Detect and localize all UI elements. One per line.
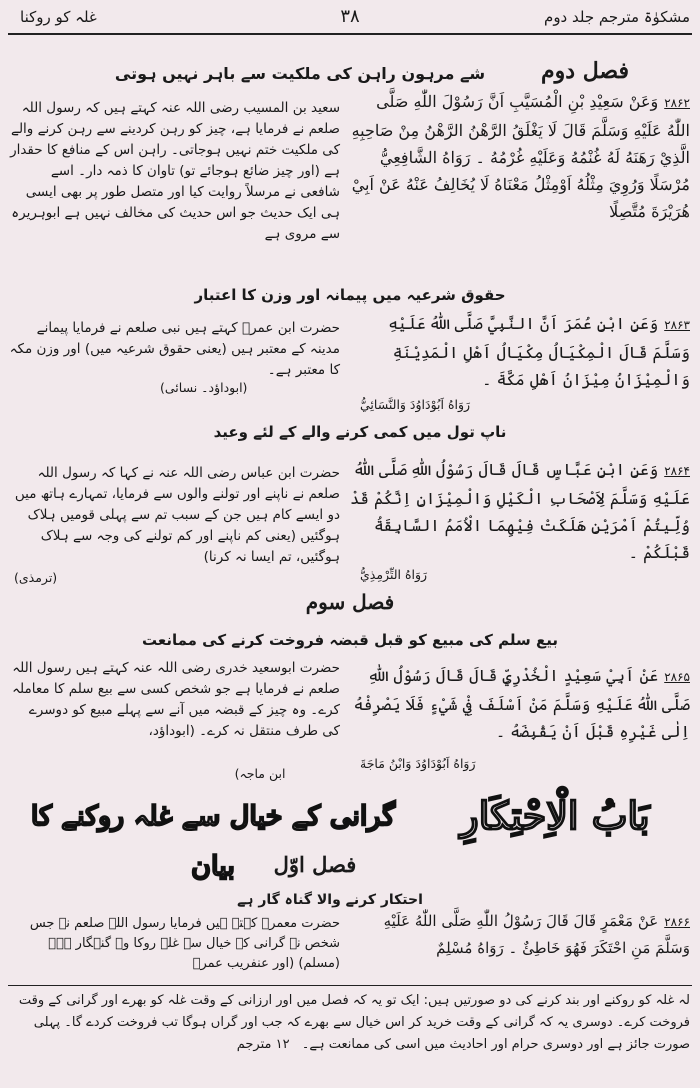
header-rule [8,33,692,35]
section-fasl-som: فصل سوم [305,590,395,614]
hadith-2862-urdu: سعید بن المسیب رضی اللہ عنہ کہتے ہیں کہ رسول اللہ صلعم نے فرمایا ہے، چیز کو رہن کردینے سے رہن کرنے والے کی ملکیت ختم نہیں ہوجاتی۔ راہن اس کے منافع کا حقدار ہے (اور چیز ضائع ہوجائے تو) تاوان کا ذمہ دار۔ اسے شافعی نے مرسلاً روایت کیا اور متصل طور پر بھی ایسی ہی ایک حدیث جو اس حدیث کی مخالف نہیں ہے ابوہریرہ سے مروی ہے [10,100,340,242]
footnote-rule [8,985,692,986]
page-number: ۳۸ [340,6,360,27]
hadith-number: ۲۸۶۲ [664,96,690,110]
chapter-title: غلہ کو روکنا [20,8,97,26]
hadith-2865-arabic [350,662,690,745]
bab-title-arabic: بَابُ الْاِحْتِکَارِ [460,793,650,838]
hadith-number: ۲۸۶۶ [664,915,690,929]
hadith-2863-urdu: حضرت ابن عمرؓ کہتے ہیں نبی صلعم نے فرمایا پیمانے مدینہ کے معتبر ہیں (یعنی حقوق شرعیہ میں) اور وزن مکہ کا معتبر ہے۔ [9,320,340,378]
hadith-arabic-text: وَعَنِ ابْنِ عُمَرَ اَنَّ النَّبِيَّ صَلَّى اللّٰهُ عَلَيْهِ وَسَلَّمَ قَالَ الْمِكْيَالُ مِكْيَالُ اَهْلِ الْمَدِيْنَةِ وَالْمِيْزَانُ مِيْزَانُ اَهْلِ مَكَّةَ ۔ [388,314,690,389]
section-fasl-awwal: فصل اوّل [273,852,357,877]
heading-kail-wazn: حقوق شرعیہ میں پیمانہ اور وزن کا اعتبار [194,286,506,304]
hadith-2866-arabic [350,908,690,961]
hadith-2866-urdu: حضرت معمرؓ کہتے ہیں فرمایا رسول اللہ صلعم نے جس شخص نے گرانی کے خیال سے غلہ روکا وہ گنہگار ہے۔ (مسلم) (اور عنفریب عمرؓ [29,916,340,971]
hadith-2864-source-ar: رَوَاهُ التِّرْمِذِيُّ [360,567,428,582]
hadith-2865-source-ar: رَوَاهُ اَبُوْدَاوُدَ وَابْنُ مَاجَةَ [360,756,476,771]
hadith-number: ۲۸۶۴ [664,464,690,478]
hadith-number: ۲۸۶۵ [664,670,690,684]
hadith-2864-urdu: حضرت ابن عباس رضی اللہ عنہ نے کہا کہ رسول اللہ صلعم نے ناپنے اور تولنے والوں سے فرمایا، تمہارے ہاتھ میں دو ایسے کام ہیں جن کے سبب تم سے پہلی قومیں ہلاک ہوگئیں (یعنی کم ناپنے اور کم تولنے کی وجہ سے ہلاک ہوگئیں، تم ایسا نہ کرنا) [14,465,340,565]
footnote-sign: ۱۲ مترجم [236,1037,290,1052]
hadith-2863-source-ur: (ابوداؤد۔ نسائی) [160,380,248,395]
hadith-2864-arabic [350,456,690,566]
hadith-arabic-text: وَعَنِ ابْنِ عَبَّاسٍ قَالَ قَالَ رَسُوْلُ اللّٰهِ صَلَّى اللّٰهُ عَلَيْهِ وَسَلَّمَ لِاَصْحَابِ الْكَيْلِ وَالْمِيْزَانِ اِنَّكُمْ قَدْ وُلِّيتُمْ اَمْرَيْنِ هَلَكَتْ فِيْهِمَا الْاُمَمُ السَّابِقَةُ قَبْلَكُمْ ۔ [350,460,690,562]
bab-title-urdu: گرانی کے خیال سے غلہ روکنے کا بیان [30,801,396,882]
hadith-arabic-text: عَنْ مَعْمَرٍ قَالَ قَالَ رَسُوْلُ اللّٰهِ صَلَّى اللّٰهُ عَلَيْهِ وَسَلَّمَ مَنِ احْتَكَرَ فَهُوَ خَاطِئٌ ۔ رَوَاهُ مُسْلِمٌ [383,912,690,957]
heading-bay-salam: بیع سلم کی مبیع کو قبل قبضہ فروخت کرنے کی ممانعت [141,631,558,649]
hadith-2863-arabic [350,310,690,393]
book-title: مشکوٰۃ مترجم جلد دوم [544,8,690,26]
heading-waeed: ناپ تول میں کمی کرنے والے کے لئے وعید [213,423,507,441]
hadith-number: ۲۸۶۳ [664,318,690,332]
footnote-text: لہ غلہ کو روکنے اور بند کرنے کی دو صورتیں ہیں: ایک تو یہ کہ فصل میں اور ارزانی کے وقت غلہ کو بھرے اور گرانی کے وقت فروخت کرے۔ دوسری یہ کہ گرانی کے وقت خرید کر اس خیال سے بھرے کہ جب اور گراں ہوگا تب فروخت کردے گا۔ پہلی صورت جائز ہے اور دوسری حرام اور احادیث میں اسی کی ممانعت ہے۔ [18,993,690,1052]
hadith-2862-arabic [350,88,690,225]
hadith-2863-source-ar: رَوَاهُ اَبُوْدَاوُدَ وَالنَّسَائِيُّ [360,397,471,412]
hadith-arabic-text: وَعَنْ سَعِيْدِ بْنِ الْمُسَيَّبِ اَنَّ رَسُوْلَ اللّٰهِ صَلَّى اللّٰهُ عَلَيْهِ وَسَلَّمَ قَالَ لَا يَغْلَقُ الرَّهْنُ الرَّهْنُ مِنْ صَاحِبِهِ الَّذِيْ رَهَنَهُ لَهُ غُنْمُهُ وَعَلَيْهِ غُرْمُهُ ۔ رَوَاهُ الشَّافِعِيُّ مُرْسَلًا وَرُوِيَ مِثْلُهُ اَوْمِثْلُ مَعْنَاهُ لَا يُخَالِفُ عَنْهُ عَنْ اَبِيْ هُرَيْرَةَ مُتَّصِلًا [351,92,690,221]
heading-rahn: شے مرہون راہن کی ملکیت سے باہر نہیں ہوتی [114,64,486,83]
footnote [10,990,690,1056]
hadith-2865-urdu: حضرت ابوسعید خدری رضی اللہ عنہ کہتے ہیں رسول اللہ صلعم نے فرمایا ہے جو شخص کسی سے بیع سلم کا معاملہ کرے۔ وہ چیز کے قبضہ میں آنے سے پہلے مبیع کو دوسرے کی طرف منتقل نہ کرے۔ (ابوداؤد، [12,660,340,739]
hadith-2864-source-ur: (ترمذی) [14,570,58,585]
section-fasl-dom: فصل دوم [541,58,629,84]
heading-ihtikar: احتکار کرنے والا گناہ گار ہے [237,892,423,908]
hadith-2865-source-ur: ابن ماجہ) [234,766,286,781]
hadith-arabic-text: عَنْ اَبِيْ سَعِيْدٍ الْخُدْرِيِّ قَالَ قَالَ رَسُوْلُ اللّٰهِ صَلَّى اللّٰهُ عَلَيْهِ وَسَلَّمَ مَنْ اَسْلَفَ فِيْ شَيْءٍ فَلَا يَصْرِفْهُ اِلٰى غَيْرِهِ قَبْلَ اَنْ يَقْبِضَهُ ۔ [353,666,690,741]
